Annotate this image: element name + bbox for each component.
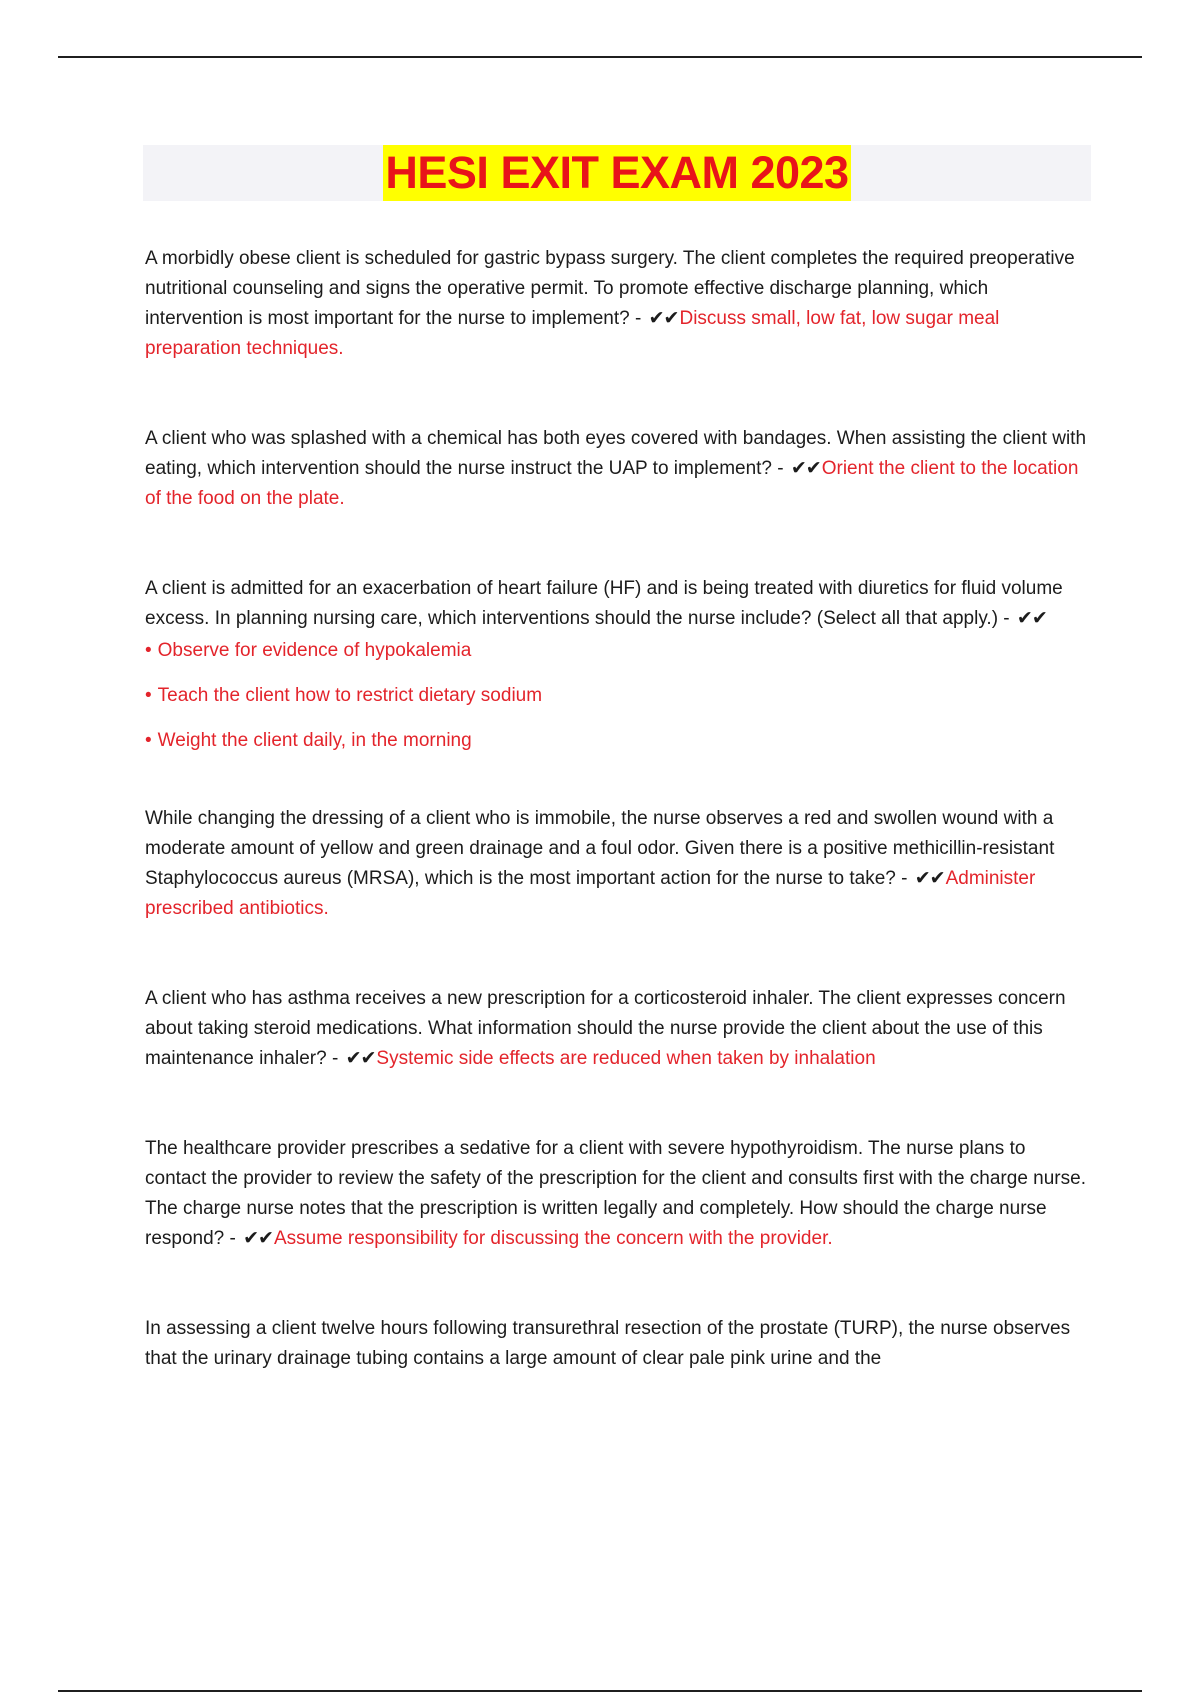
answer-text: Administer prescribed antibiotics.	[145, 868, 1036, 919]
double-check-icon: ✔✔	[345, 1048, 376, 1069]
question-1	[145, 244, 1090, 364]
bullet-icon: •	[145, 730, 152, 751]
double-check-icon: ✔✔	[790, 458, 821, 479]
question-text: A client who has asthma receives a new prescription for a corticosteroid inhaler. The client expresses concern about taking steroid medications. What information should the nurse provide the client about the use of this maintenance inhaler? -	[145, 988, 1066, 1069]
question-4	[145, 804, 1090, 924]
bottom-rule	[58, 1690, 1142, 1692]
question-text: In assessing a client twelve hours following transurethral resection of the prostate (TURP), the nurse observes that the urinary drainage tubing contains a large amount of clear pale pink urine and the	[145, 1318, 1071, 1369]
answer-text: Systemic side effects are reduced when taken by inhalation	[376, 1048, 876, 1069]
answer-text: Assume responsibility for discussing the concern with the provider.	[273, 1228, 833, 1249]
question-text: A client who was splashed with a chemical has both eyes covered with bandages. When assisting the client with eating, which intervention should the nurse instruct the UAP to implement? -	[145, 428, 1087, 479]
bullet-icon: •	[145, 640, 152, 661]
document-body	[145, 244, 1090, 1434]
question-5	[145, 984, 1090, 1074]
question-2	[145, 424, 1090, 514]
question-text: A morbidly obese client is scheduled for gastric bypass surgery. The client completes the required preoperative nutritional counseling and signs the operative permit. To promote effective discharge planning, which intervention is most important for the nurse to implement? -	[145, 248, 1075, 329]
double-check-icon: ✔✔	[648, 308, 679, 329]
answer-text: Orient the client to the location of the food on the plate.	[145, 458, 1079, 509]
answer-text: Discuss small, low fat, low sugar meal preparation techniques.	[145, 308, 1000, 359]
double-check-icon: ✔✔	[243, 1228, 273, 1249]
title-band	[143, 145, 1091, 201]
question-text: While changing the dressing of a client who is immobile, the nurse observes a red and swollen wound with a moderate amount of yellow and green drainage and a foul odor. Given there is a positive methicillin-resistant Staphylococcus aureus (MRSA), which is the most important action for the nurse to take? -	[145, 808, 1055, 889]
top-rule	[58, 56, 1142, 58]
double-check-icon: ✔✔	[914, 868, 945, 889]
answer-list	[145, 636, 1090, 756]
answer-list-item: • Observe for evidence of hypokalemia	[145, 640, 472, 661]
double-check-icon: ✔✔	[1016, 608, 1047, 629]
answer-list-item: • Weight the client daily, in the morning	[145, 730, 472, 751]
question-7	[145, 1314, 1090, 1374]
bullet-icon: •	[145, 685, 152, 706]
answer-list-item: • Teach the client how to restrict dietary sodium	[145, 685, 543, 706]
question-text: The healthcare provider prescribes a sedative for a client with severe hypothyroidism. The nurse plans to contact the provider to review the safety of the prescription for the client and consults first with the charge nurse. The charge nurse notes that the prescription is written legally and completely. How should the charge nurse respond? -	[145, 1138, 1086, 1249]
question-6	[145, 1134, 1090, 1254]
page-title: HESI EXIT EXAM 2023	[383, 145, 850, 201]
question-text: A client is admitted for an exacerbation of heart failure (HF) and is being treated with diuretics for fluid volume excess. In planning nursing care, which interventions should the nurse include? (Select all that apply.) -	[145, 578, 1063, 629]
question-3	[145, 574, 1090, 756]
